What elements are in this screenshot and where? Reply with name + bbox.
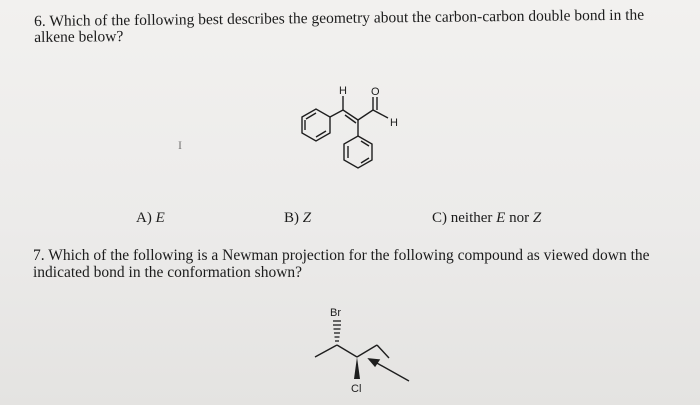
bromine-label: Br: [330, 307, 341, 319]
choice-c: C) neither E nor Z: [432, 210, 542, 226]
alkene-structure: [288, 82, 418, 192]
aldehyde-hydrogen-label: H: [390, 117, 398, 129]
chlorine-label: Cl: [351, 383, 362, 395]
choice-a: A) E: [136, 210, 165, 226]
compound-structure: [305, 302, 415, 397]
vinyl-hydrogen-label: H: [339, 85, 347, 97]
question-7-text: 7. Which of the following is a Newman projection for the following compound as viewed down the indicated bond in the conformation shown?: [33, 247, 650, 281]
question-6-text: 6. Which of the following best describes the geometry about the carbon-carbon double bond in the alkene below?: [33, 6, 645, 46]
choice-b: B) Z: [284, 210, 312, 226]
indicated-bond-arrow: [369, 359, 409, 381]
stray-cursor-mark: I: [178, 138, 182, 152]
carbonyl-oxygen-label: O: [371, 86, 380, 98]
dashed-bond: [333, 321, 341, 341]
wedge-bond: [354, 357, 360, 379]
